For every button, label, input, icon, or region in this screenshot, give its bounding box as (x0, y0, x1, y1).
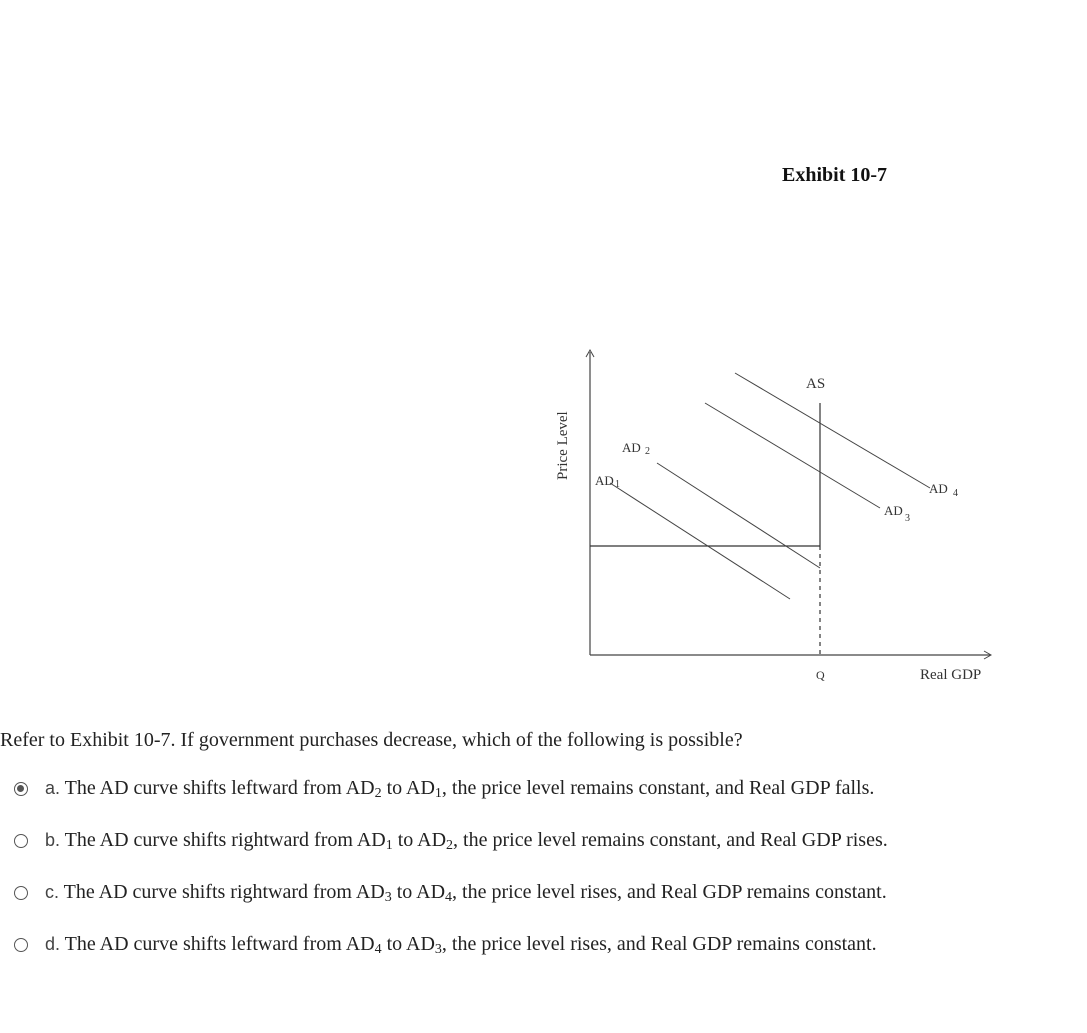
option-d-part2: to AD (381, 933, 435, 955)
ad3-curve (705, 403, 880, 508)
radio-option-d[interactable] (14, 938, 28, 952)
option-c-part3: , the price level rises, and Real GDP remains constant. (452, 881, 887, 903)
ad2-label: AD (622, 440, 641, 455)
option-c-text[interactable] (45, 876, 887, 914)
question-text: Refer to Exhibit 10-7. If government purchases decrease, which of the following is possible? (0, 729, 743, 751)
option-a-sub1: 2 (374, 786, 382, 801)
option-a[interactable] (14, 772, 888, 824)
ad1-label-sub: 1 (615, 479, 620, 490)
ad4-label: AD (929, 481, 948, 496)
option-b-sub1: 1 (385, 838, 393, 853)
option-b[interactable] (14, 824, 888, 876)
ad2-curve (657, 463, 820, 568)
exhibit-graph (540, 340, 1010, 700)
option-b-part2: to AD (392, 829, 447, 851)
radio-option-a[interactable] (14, 782, 28, 796)
ad3-label-sub: 3 (905, 513, 910, 524)
option-a-sub2: 1 (434, 786, 442, 801)
radio-option-b[interactable] (14, 834, 28, 848)
y-axis-label: Price Level (555, 411, 571, 480)
option-d-text[interactable] (45, 928, 877, 966)
x-axis-label: Real GDP (920, 667, 982, 683)
ad4-label-sub: 4 (953, 488, 958, 499)
radio-option-c[interactable] (14, 886, 28, 900)
as-label: AS (806, 376, 826, 392)
option-a-part3: , the price level remains constant, and Real GDP falls. (441, 777, 875, 799)
option-b-letter: b. (45, 830, 61, 850)
q-label: Q (816, 668, 825, 682)
option-b-part1: The AD curve shifts rightward from AD (60, 829, 386, 851)
option-c-sub2: 4 (445, 890, 453, 905)
option-b-text[interactable] (45, 824, 888, 862)
ad4-curve (735, 373, 930, 488)
option-b-sub2: 2 (446, 838, 454, 853)
option-b-part3: , the price level remains constant, and Real GDP rises. (453, 829, 888, 851)
option-d-part1: The AD curve shifts leftward from AD (60, 933, 375, 955)
ad1-label-group (595, 473, 620, 490)
option-c[interactable] (14, 876, 888, 928)
ad2-label-group (622, 440, 650, 457)
option-c-letter: c. (45, 882, 60, 902)
ad2-label-sub: 2 (645, 446, 650, 457)
option-c-part1: The AD curve shifts rightward from AD (59, 881, 385, 903)
answer-options (14, 772, 888, 980)
ad1-curve (610, 483, 790, 599)
option-d-sub1: 4 (374, 942, 382, 957)
exhibit-title: Exhibit 10-7 (782, 164, 888, 186)
option-a-letter: a. (45, 778, 61, 798)
option-a-part2: to AD (381, 777, 435, 799)
option-a-part1: The AD curve shifts leftward from AD (60, 777, 375, 799)
option-c-part2: to AD (391, 881, 446, 903)
ad3-label: AD (884, 503, 903, 518)
option-d-letter: d. (45, 934, 61, 954)
option-c-sub1: 3 (384, 890, 392, 905)
ad1-label: AD (595, 473, 614, 488)
option-d[interactable] (14, 928, 888, 980)
ad3-label-group (884, 503, 910, 524)
option-d-part3: , the price level rises, and Real GDP remains constant. (441, 933, 877, 955)
option-d-sub2: 3 (434, 942, 442, 957)
ad4-label-group (929, 481, 958, 499)
option-a-text[interactable] (45, 772, 874, 810)
